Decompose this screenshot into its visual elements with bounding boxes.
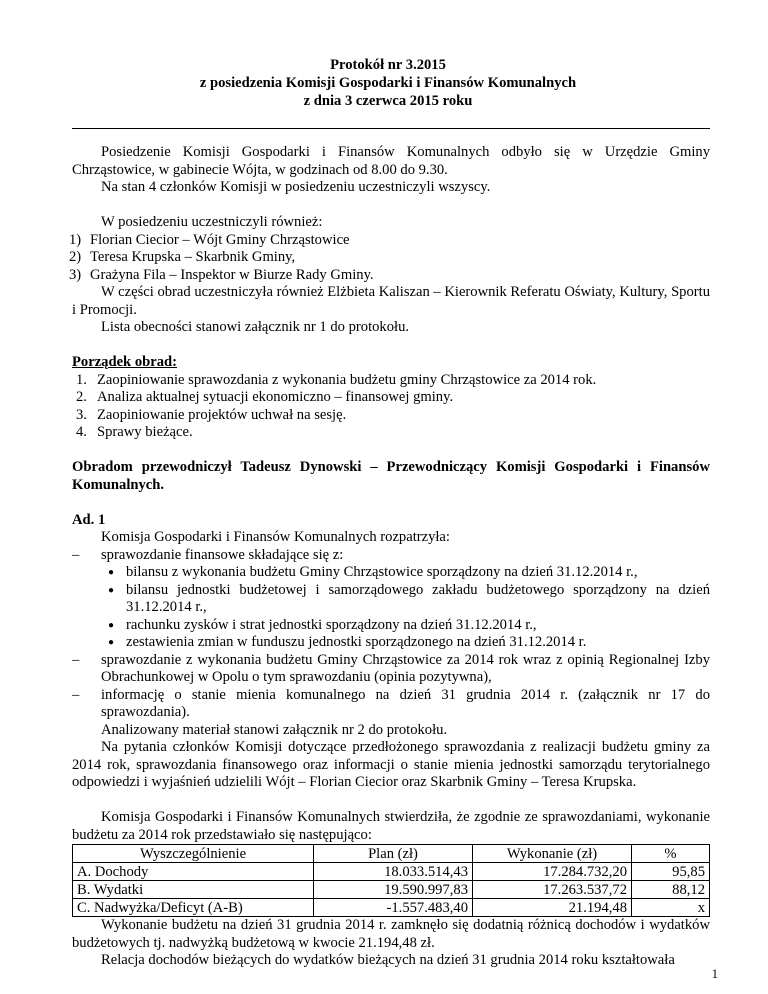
list-item: ● zestawienia zmian w funduszu jednostki sporządzonego na dzień 31.12.2014 r.: [108, 634, 587, 650]
intro-quorum: Na stan 4 członków Komisji w posiedzeniu uczestniczyli wszyscy.: [101, 179, 491, 195]
list-item: 4. Sprawy bieżące.: [76, 424, 193, 440]
title-committee: z posiedzenia Komisji Gospodarki i Finansów Komunalnych: [199, 75, 577, 91]
budget-table: [72, 844, 710, 917]
ad1-intro: Komisja Gospodarki i Finansów Komunalnych rozpatrzyła:: [101, 529, 450, 545]
table-header-row: [73, 845, 710, 863]
questions-paragraph: Na pytania członków Komisji dotyczące przedłożonego sprawozdania z realizacji budżetu gminy za 2014 rok, sprawozdania finansowego oraz informacji o stanie mienia jednostki samorządu terytorialnego odpowiedzi i wyjaśnień udzielili Wójt – Florian Ciecior oraz Skarbnik Gminy – Teresa Krupska.: [72, 739, 710, 790]
findings-paragraph: Komisja Gospodarki i Finansów Komunalnych stwierdziła, że zgodnie ze sprawozdaniami, wykonanie budżetu za 2014 rok przedstawiało się następująco:: [72, 809, 710, 843]
agenda-heading: Porządek obrad:: [72, 354, 177, 370]
table-header: Plan (zł): [314, 845, 473, 863]
document-title: [66, 56, 710, 110]
table-header: Wykonanie (zł): [473, 845, 632, 863]
participants-heading: W posiedzeniu uczestniczyli również:: [101, 214, 323, 230]
list-item: ● rachunku zysków i strat jednostki sporządzony na dzień 31.12.2014 r.,: [108, 616, 537, 633]
list-item: – sprawozdanie z wykonania budżetu Gminy Chrząstowice za 2014 rok wraz z opinią Regionalnej Izby Obrachunkowej w Opolu o tym sprawozdaniu (opinia pozytywna),: [72, 651, 710, 685]
chair-statement: Obradom przewodniczył Tadeusz Dynowski – Przewodniczący Komisji Gospodarki i Finansów Komunalnych.: [72, 459, 710, 493]
partial-attendance: W części obrad uczestniczyła również Elżbieta Kaliszan – Kierownik Referatu Oświaty, Kultury, Sportu i Promocji.: [72, 284, 710, 318]
document-page: [69, 56, 710, 970]
relation-paragraph: Relacja dochodów bieżących do wydatków bieżących na dzień 31 grudnia 2014 roku kształtowała: [101, 952, 675, 968]
attendance-list-note: Lista obecności stanowi załącznik nr 1 do protokołu.: [101, 319, 410, 335]
table-row: C. Nadwyżka/Deficyt (A-B) -1.557.483,40 21.194,48 x: [73, 899, 710, 917]
title-divider: [72, 128, 710, 129]
result-paragraph: Wykonanie budżetu na dzień 31 grudnia 2014 r. zamknęło się dodatnią różnicą dochodów i wydatków budżetowych tj. nadwyżką budżetową w kwocie 21.194,48 zł.: [72, 917, 710, 951]
title-date: z dnia 3 czerwca 2015 roku: [303, 93, 473, 109]
list-item: 2) Teresa Krupska – Skarbnik Gminy,: [69, 249, 296, 265]
title-protocol-number: Protokół nr 3.2015: [330, 57, 446, 73]
list-item: 2. Analiza aktualnej sytuacji ekonomiczno – finansowej gminy.: [76, 389, 454, 405]
table-header: Wyszczególnienie: [73, 845, 314, 863]
intro-paragraph: Posiedzenie Komisji Gospodarki i Finansów Komunalnych odbyło się w Urzędzie Gminy Chrząstowice, w gabinecie Wójta, w godzinach od 8.00 do 9.30.: [72, 144, 710, 178]
list-item: 1. Zaopiniowanie sprawozdania z wykonania budżetu gminy Chrząstowice za 2014 rok.: [76, 371, 597, 388]
list-item: 1) Florian Ciecior – Wójt Gminy Chrząstowice: [69, 231, 350, 248]
list-item: – informację o stanie mienia komunalnego na dzień 31 grudnia 2014 r. (załącznik nr 17 do sprawozdania).: [72, 686, 710, 720]
agenda-list: [72, 372, 710, 442]
page-number: 1: [711, 967, 718, 981]
list-item: ● bilansu z wykonania budżetu Gminy Chrząstowice sporządzony na dzień 31.12.2014 r.,: [108, 564, 638, 580]
ad1-heading: Ad. 1: [72, 511, 106, 528]
list-item: ● bilansu jednostki budżetowej i samorządowego zakładu budżetowego sporządzony na dzień 31.12.2014 r.,: [108, 581, 710, 615]
table-row: A. Dochody 18.033.514,43 17.284.732,20 95,85: [73, 863, 710, 881]
list-item: – sprawozdanie finansowe składające się z:: [72, 546, 344, 563]
table-row: B. Wydatki 19.590.997,83 17.263.537,72 88,12: [73, 881, 710, 899]
list-item: 3. Zaopiniowanie projektów uchwał na sesję.: [76, 406, 347, 423]
material-note: Analizowany materiał stanowi załącznik nr 2 do protokołu.: [101, 721, 448, 738]
participants-list: [69, 231, 710, 285]
list-item: 3) Grażyna Fila – Inspektor w Biurze Rady Gminy.: [69, 266, 374, 283]
table-header: %: [632, 845, 710, 863]
